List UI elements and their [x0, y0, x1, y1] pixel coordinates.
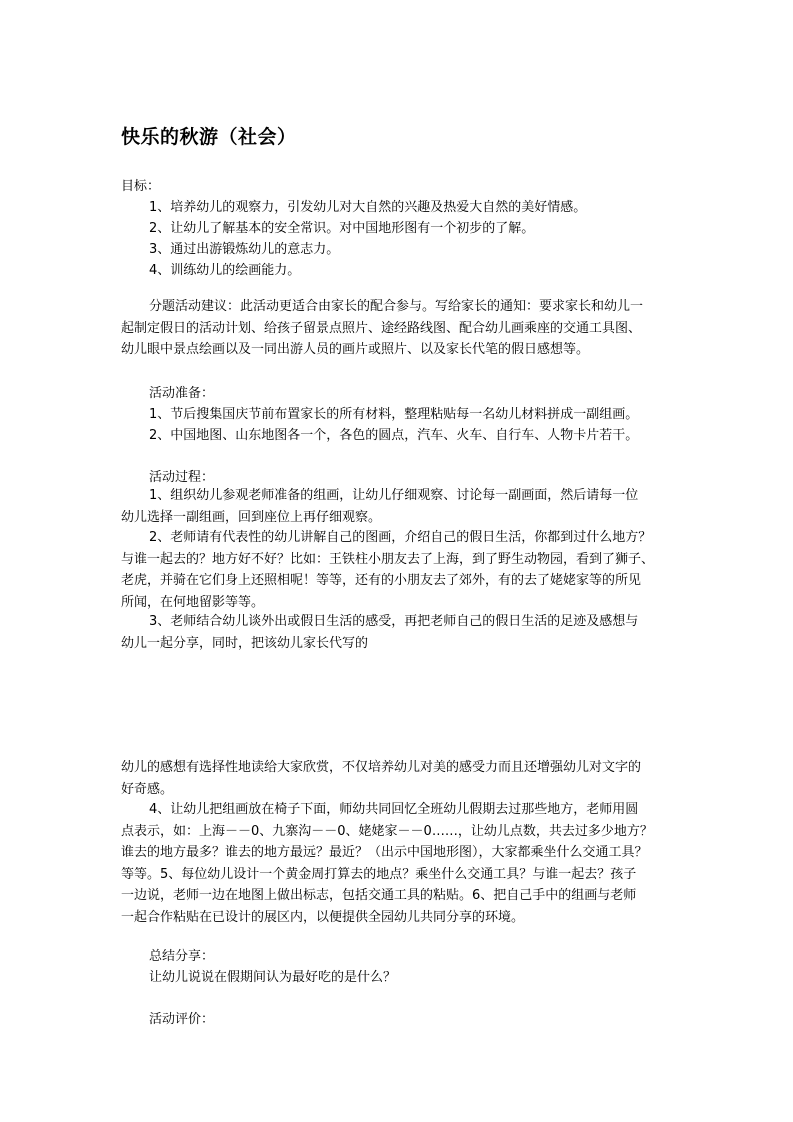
process-line: 好奇感。 — [121, 781, 174, 797]
process-line: 幼儿的感想有选择性地读给大家欣赏，不仅培养幼儿对美的感受力而且还增强幼儿对文字的 — [121, 760, 642, 775]
process-line: 4、让幼儿把组画放在椅子下面，师幼共同回忆全班幼儿假期去过那些地方，老师用圆 — [149, 802, 639, 817]
process-line: 所闻，在何地留影等等。 — [121, 594, 265, 610]
process-line: 2、老师请有代表性的幼儿讲解自己的图画，介绍自己的假日生活，你都到过什么地方？ — [149, 530, 652, 545]
goals-label: 目标： — [121, 179, 161, 194]
process-line: 幼儿选择一副组画，回到座位上再仔细观察。 — [121, 509, 382, 525]
suggestion-line: 分题活动建议：此活动更适合由家长的配合参与。写给家长的通知：要求家长和幼儿一 — [149, 299, 644, 314]
process-line: 老虎，并骑在它们身上还照相呢！等等，还有的小朋友去了郊外，有的去了姥姥家等的所见 — [121, 573, 642, 589]
prep-item-1: 1、节后搜集国庆节前布置家长的所有材料，整理粘贴每一名幼儿材料拼成一副组画。 — [149, 407, 639, 422]
goal-item-1: 1、培养幼儿的观察力，引发幼儿对大自然的兴趣及热爱大自然的美好情感。 — [149, 200, 587, 215]
process-line: 与谁一起去的？地方好不好？比如：王铁柱小朋友去了上海，到了野生动物园，看到了狮子、 — [121, 551, 655, 567]
process-line: 3、老师结合幼儿谈外出或假日生活的感受，再把老师自己的假日生活的足迹及感想与 — [149, 614, 639, 629]
summary-label: 总结分享： — [149, 949, 215, 964]
process-paragraph-1 — [121, 485, 677, 528]
suggestion-line: 起制定假日的活动计划、给孩子留景点照片、途经路线图、配合幼儿画乘座的交通工具图、 — [121, 320, 642, 336]
process-line: 一起合作粘贴在已设计的展区内，以便提供全园幼儿共同分享的环境。 — [121, 909, 525, 925]
process-line: 谁去的地方最多？谁去的地方最远？最近？（出示中国地形图），大家都乘坐什么交通工具？ — [121, 845, 648, 861]
process-paragraph-3-continued — [121, 757, 677, 800]
process-line: 点表示，如：上海－－0、九寨沟－－0、姥姥家－－0……，让幼儿点数，共去过多少地方？ — [121, 823, 653, 839]
evaluation-label: 活动评价： — [149, 1012, 215, 1027]
suggestion-paragraph — [121, 296, 677, 361]
process-line: 1、组织幼儿参观老师准备的组画，让幼儿仔细观察、讨论每一副画面，然后请每一位 — [149, 488, 639, 503]
process-label: 活动过程： — [149, 470, 215, 485]
process-line: 一边说，老师一边在地图上做出标志，包括交通工具的粘贴。6、把自己手中的组画与老师 — [121, 888, 637, 904]
process-paragraph-4 — [121, 799, 677, 929]
prep-item-2: 2、中国地图、山东地图各一个，各色的圆点，汽车、火车、自行车、人物卡片若干。 — [149, 428, 639, 443]
suggestion-line: 幼儿眼中景点绘画以及一同出游人员的画片或照片、以及家长代笔的假日感想等。 — [121, 342, 590, 358]
goal-item-2: 2、让幼儿了解基本的安全常识。对中国地形图有一个初步的了解。 — [149, 221, 535, 236]
prep-label: 活动准备： — [149, 386, 215, 401]
summary-text: 让幼儿说说在假期间认为最好吃的是什么？ — [149, 970, 397, 985]
process-line: 幼儿一起分享，同时，把该幼儿家长代写的 — [121, 635, 369, 651]
page-title: 快乐的秋游（社会） — [121, 126, 297, 148]
goal-item-4: 4、训练幼儿的绘画能力。 — [149, 263, 301, 278]
goal-item-3: 3、通过出游锻炼幼儿的意志力。 — [149, 242, 340, 257]
process-paragraph-2 — [121, 527, 677, 613]
process-paragraph-3 — [121, 611, 677, 654]
process-line: 等等。5、每位幼儿设计一个黄金周打算去的地点？乘坐什么交通工具？与谁一起去？孩子 — [121, 866, 637, 882]
